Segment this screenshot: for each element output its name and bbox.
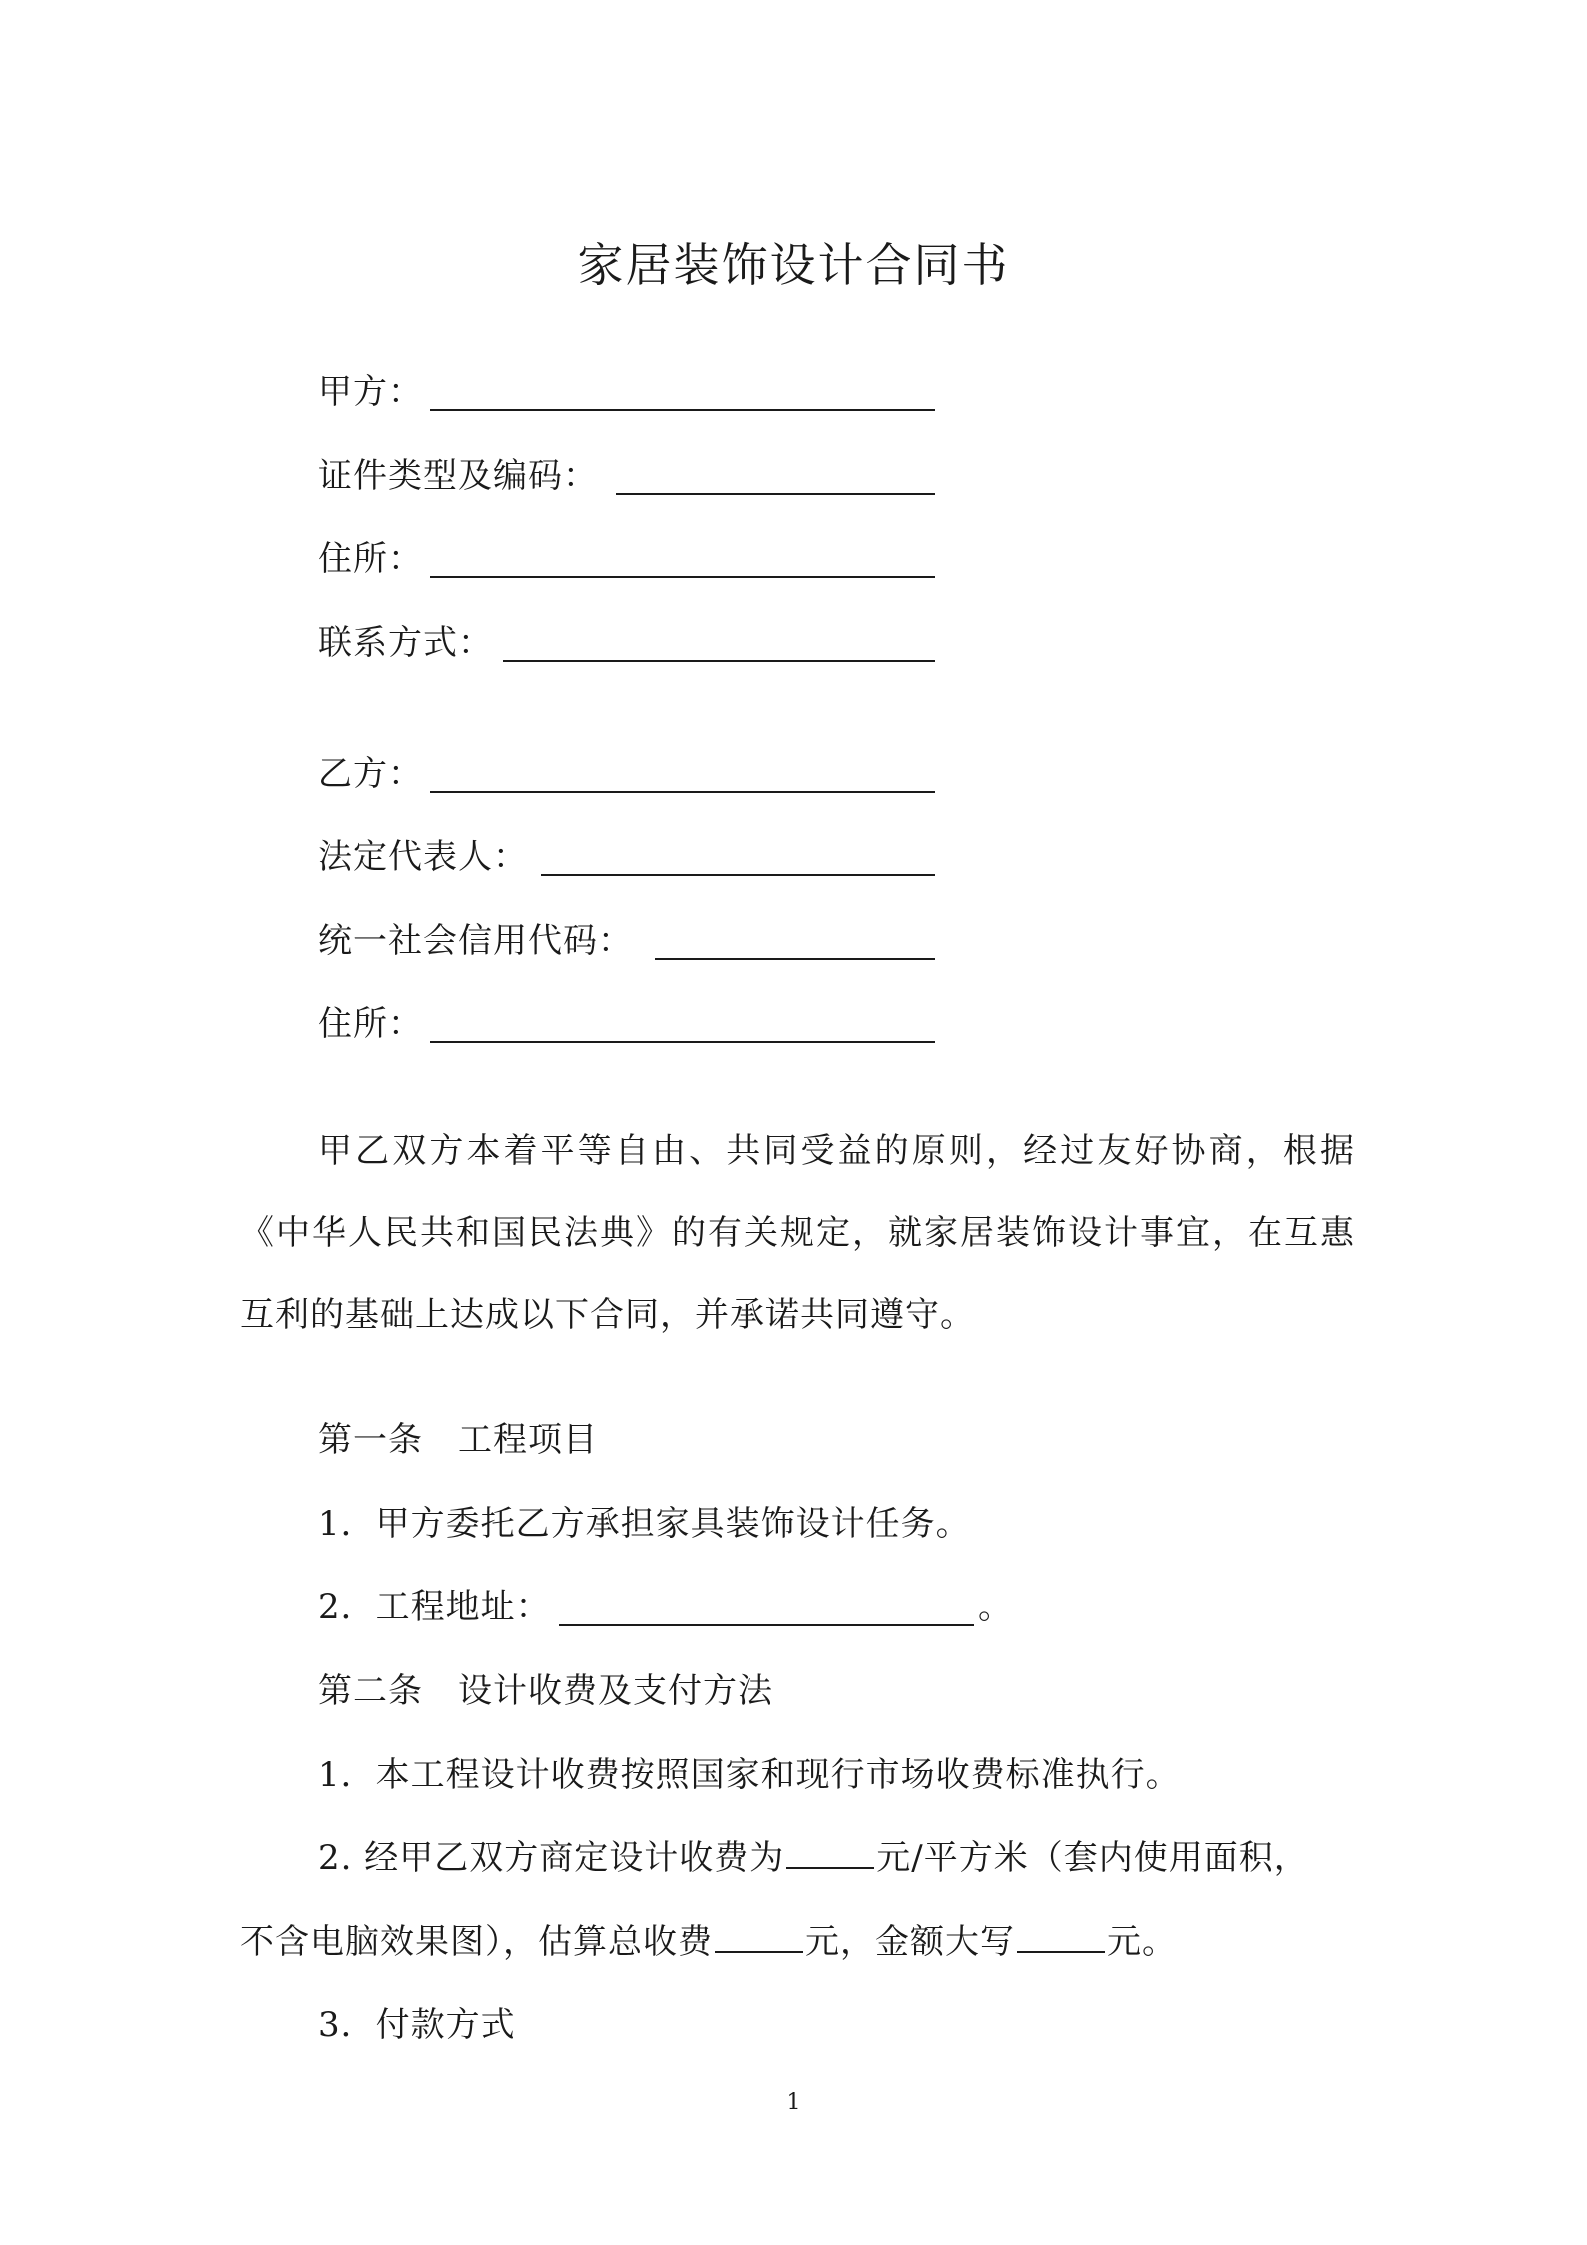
amount-in-words-blank[interactable] <box>1017 1923 1105 1953</box>
party-b-rep-blank[interactable] <box>541 874 935 876</box>
article1-item1: 1．甲方委托乙方承担家具装饰设计任务。 <box>318 1504 971 1544</box>
page-number: 1 <box>786 2090 801 2115</box>
article1-item2-label: 2．工程地址： <box>318 1587 551 1627</box>
party-a-id-blank[interactable] <box>616 493 935 495</box>
document-title: 家居装饰设计合同书 <box>577 238 1010 292</box>
party-a-contact-blank[interactable] <box>503 660 935 662</box>
article2-item2-text4: 元，金额大写 <box>805 1922 1015 1962</box>
project-address-blank[interactable] <box>559 1624 974 1626</box>
article2-item2-text2: 元/平方米（套内使用面积， <box>876 1838 1309 1878</box>
estimated-total-blank[interactable] <box>715 1923 803 1953</box>
article2-item2-line1 <box>318 1834 1309 1882</box>
article2-item2-text3: 不含电脑效果图），估算总收费 <box>240 1922 713 1962</box>
party-b-address-label: 住所： <box>318 1004 423 1044</box>
party-a-name-label: 甲方： <box>318 372 423 412</box>
party-b-name-label: 乙方： <box>318 754 423 794</box>
party-a-name-blank[interactable] <box>430 409 935 411</box>
article2-item3: 3．付款方式 <box>318 2005 516 2045</box>
preamble-paragraph: 甲乙双方本着平等自由、共同受益的原则，经过友好协商，根据《中华人民共和国民法典》的有关规定，就家居装饰设计事宜，在互惠互利的基础上达成以下合同，并承诺共同遵守。 <box>240 1131 1355 1335</box>
article2-heading: 第二条 设计收费及支付方法 <box>318 1671 773 1711</box>
party-a-contact-label: 联系方式： <box>318 623 493 663</box>
party-b-rep-label: 法定代表人： <box>318 837 528 877</box>
article1-item2-end: 。 <box>978 1587 1013 1627</box>
party-a-id-label: 证件类型及编码： <box>318 456 598 496</box>
article2-item2-text5: 元。 <box>1107 1922 1177 1962</box>
party-b-name-blank[interactable] <box>430 791 935 793</box>
party-b-credit-code-label: 统一社会信用代码： <box>318 921 633 961</box>
article2-item2-text1: 2. 经甲乙双方商定设计收费为 <box>318 1838 785 1878</box>
article2-item2-line2 <box>240 1918 1177 1966</box>
article1-heading: 第一条 工程项目 <box>318 1420 598 1460</box>
party-b-credit-code-blank[interactable] <box>655 958 935 960</box>
party-b-address-blank[interactable] <box>430 1041 935 1043</box>
article2-item1: 1．本工程设计收费按照国家和现行市场收费标准执行。 <box>318 1755 1181 1795</box>
party-a-address-label: 住所： <box>318 539 423 579</box>
fee-per-sqm-blank[interactable] <box>786 1839 874 1869</box>
party-a-address-blank[interactable] <box>430 576 935 578</box>
